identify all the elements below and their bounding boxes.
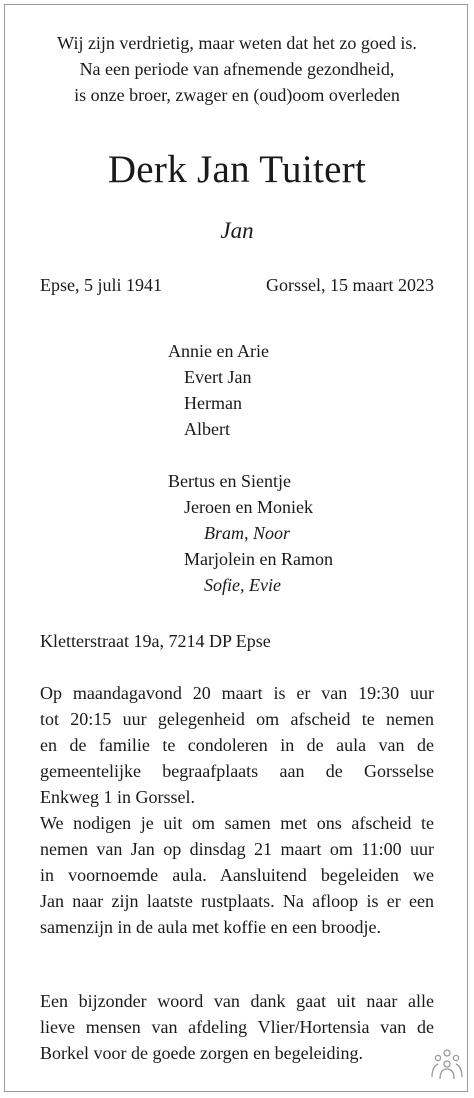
birth-date: Epse, 5 juli 1941	[40, 275, 162, 295]
thanks-paragraph	[40, 988, 434, 1066]
paragraph-line: Een bijzonder woord van dank gaat uit naar alle	[40, 991, 434, 1011]
family-member: Herman	[184, 393, 242, 413]
family-grandchildren: Bram, Noor	[204, 523, 291, 543]
service-paragraph	[40, 810, 434, 940]
family-spacer	[168, 442, 333, 468]
paragraph-line: lieve mensen van afdeling Vlier/Hortensia van de	[40, 1017, 434, 1037]
death-date: Gorssel, 15 maart 2023	[266, 275, 434, 295]
paragraph-line: tot 20:15 uur gelegenheid om afscheid te nemen	[40, 709, 434, 729]
deceased-nickname: Jan	[220, 218, 254, 243]
paragraph-line: in voornoemde aula. Aansluitend begeleiden we	[40, 865, 434, 885]
family-head: Bertus en Sientje	[168, 471, 291, 491]
life-dates	[40, 272, 434, 298]
paragraph-line: en de familie te condoleren in de aula van de	[40, 735, 434, 755]
family-member: Marjolein en Ramon	[184, 549, 333, 569]
intro-line: Wij zijn verdrietig, maar weten dat het zo goed is.	[57, 33, 417, 53]
family-member: Evert Jan	[184, 367, 252, 387]
family-member: Albert	[184, 419, 230, 439]
paragraph-line: Borkel voor de goede zorgen en begeleiding.	[40, 1043, 364, 1063]
deceased-name: Derk Jan Tuitert	[107, 148, 367, 191]
visitation-paragraph	[40, 680, 434, 810]
home-address: Kletterstraat 19a, 7214 DP Epse	[40, 631, 271, 651]
paragraph-line: Op maandagavond 20 maart is er van 19:30 uur	[40, 683, 434, 703]
intro-text	[0, 30, 474, 108]
paragraph-line: gemeentelijke begraafplaats aan de Gorsselse	[40, 761, 434, 781]
family-grandchildren: Sofie, Evie	[204, 575, 281, 595]
intro-line: Na een periode van afnemende gezondheid,	[79, 59, 395, 79]
paragraph-line: Jan naar zijn laatste rustplaats. Na afloop is er een	[40, 891, 434, 911]
paragraph-line: We nodigen je uit om samen met ons afscheid te	[40, 813, 434, 833]
paragraph-line: nemen van Jan op dinsdag 21 maart om 11:00 uur	[40, 839, 434, 859]
people-circle-icon	[430, 1048, 464, 1082]
paragraph-line: samenzijn in de aula met koffie en een broodje.	[40, 917, 382, 937]
family-member: Jeroen en Moniek	[184, 497, 313, 517]
family-list	[168, 338, 333, 598]
paragraph-line: Enkweg 1 in Gorssel.	[40, 787, 195, 807]
intro-line: is onze broer, zwager en (oud)oom overleden	[74, 85, 400, 105]
family-head: Annie en Arie	[168, 341, 269, 361]
